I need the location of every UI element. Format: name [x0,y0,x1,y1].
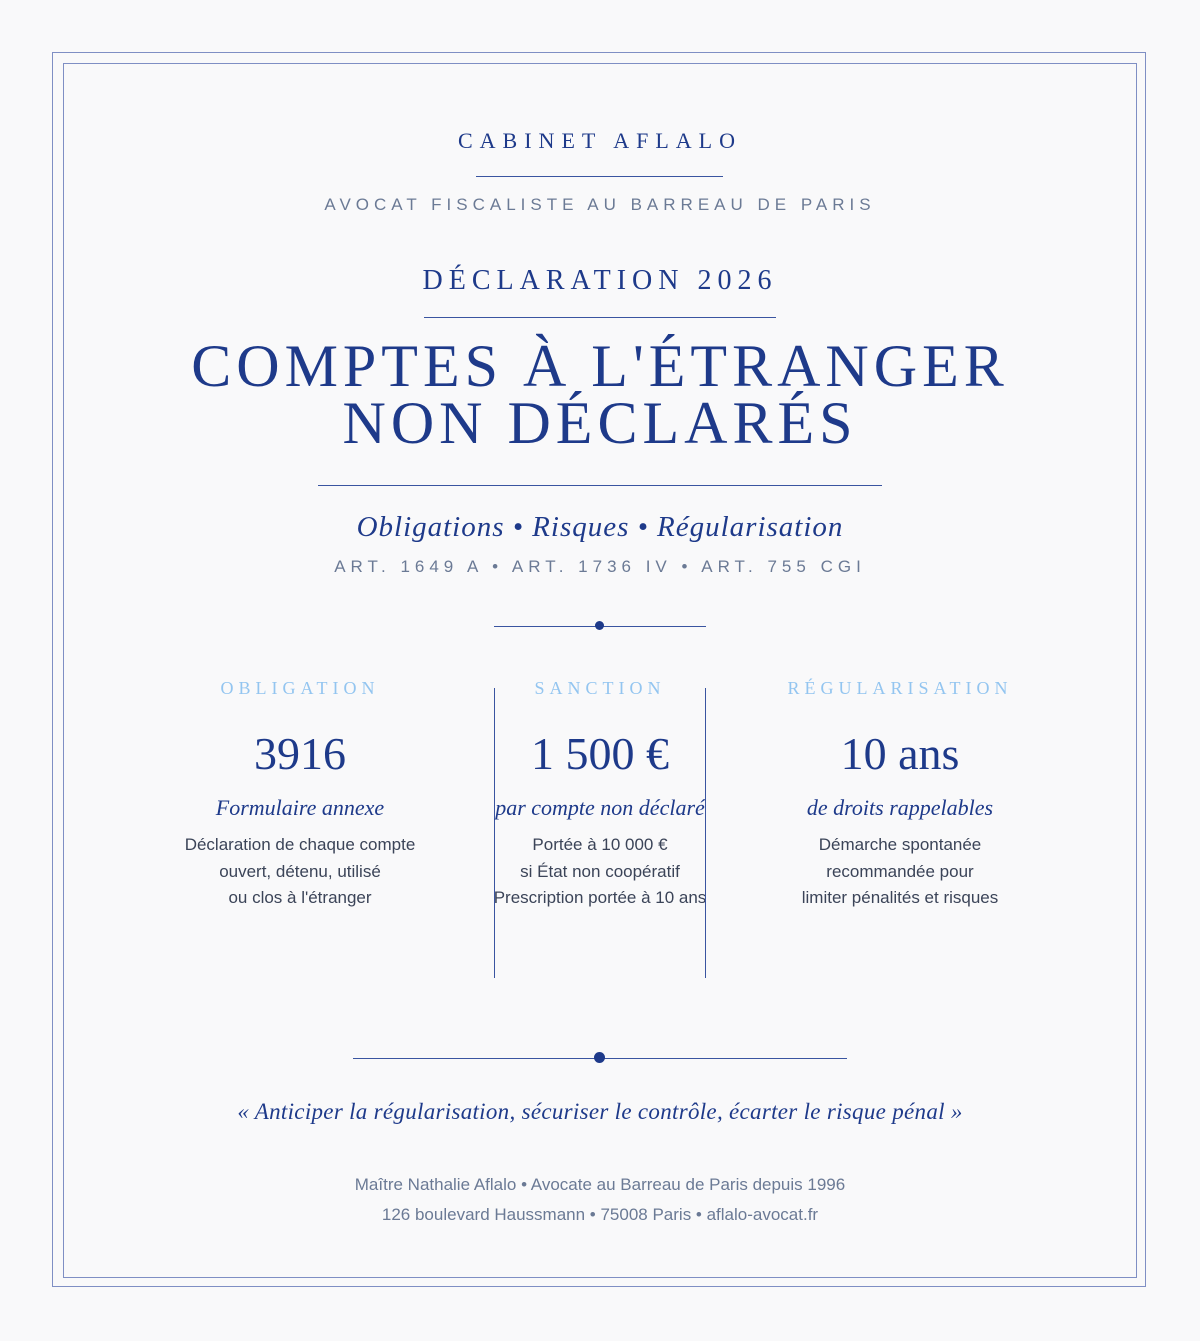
title-line-2: NON DÉCLARÉS [342,390,858,456]
kicker-divider [424,317,776,318]
title-divider [318,485,882,486]
firm-subtitle: AVOCAT FISCALISTE AU BARREAU DE PARIS [324,195,876,214]
ornament-dot-top [595,621,604,630]
column-caption: par compte non déclaré [495,795,705,820]
firm-name-divider [476,176,723,177]
description-line: ou clos à l'étranger [228,888,372,907]
column-value: 10 ans [840,728,960,779]
kicker: DÉCLARATION 2026 [422,265,778,296]
description-line: Portée à 10 000 € [532,835,668,854]
legal-articles: ART. 1649 A • ART. 1736 IV • ART. 755 CGI [334,557,866,576]
column-caption: Formulaire annexe [215,795,385,820]
footer-line-1: Maître Nathalie Aflalo • Avocate au Barreau de Paris depuis 1996 [354,1175,846,1194]
description-line: ouvert, détenu, utilisé [219,861,381,881]
description-line: Démarche spontanée [818,835,982,854]
ornament-dot-bottom [594,1052,605,1063]
firm-name: CABINET AFLALO [458,128,742,153]
column-value: 1 500 € [531,728,669,779]
tagline: Obligations • Risques • Régularisation [356,511,844,543]
column-value: 3916 [254,728,346,779]
column-separator-right [705,688,706,978]
description-line: Prescription portée à 10 ans [493,888,707,907]
footer-line-2: 126 boulevard Haussmann • 75008 Paris • aflalo-avocat.fr [381,1205,819,1224]
description-line: recommandée pour [826,861,974,881]
column-regularisation [750,678,1050,912]
inner-border [63,63,1137,1278]
column-label: SANCTION [534,678,666,698]
description-line: Déclaration de chaque compte [184,835,416,854]
description-line: si État non coopératif [520,861,680,881]
column-caption: de droits rappelables [806,795,994,820]
column-description [150,832,450,912]
page-title [0,333,1200,456]
column-label: OBLIGATION [220,678,380,698]
closing-quote: « Anticiper la régularisation, sécuriser le contrôle, écarter le risque pénal » [237,1099,963,1124]
column-obligation [150,678,450,912]
column-description [750,832,1050,912]
column-label: RÉGULARISATION [787,678,1013,698]
description-line: limiter pénalités et risques [801,888,999,907]
title-line-1: COMPTES À L'ÉTRANGER [191,333,1009,399]
